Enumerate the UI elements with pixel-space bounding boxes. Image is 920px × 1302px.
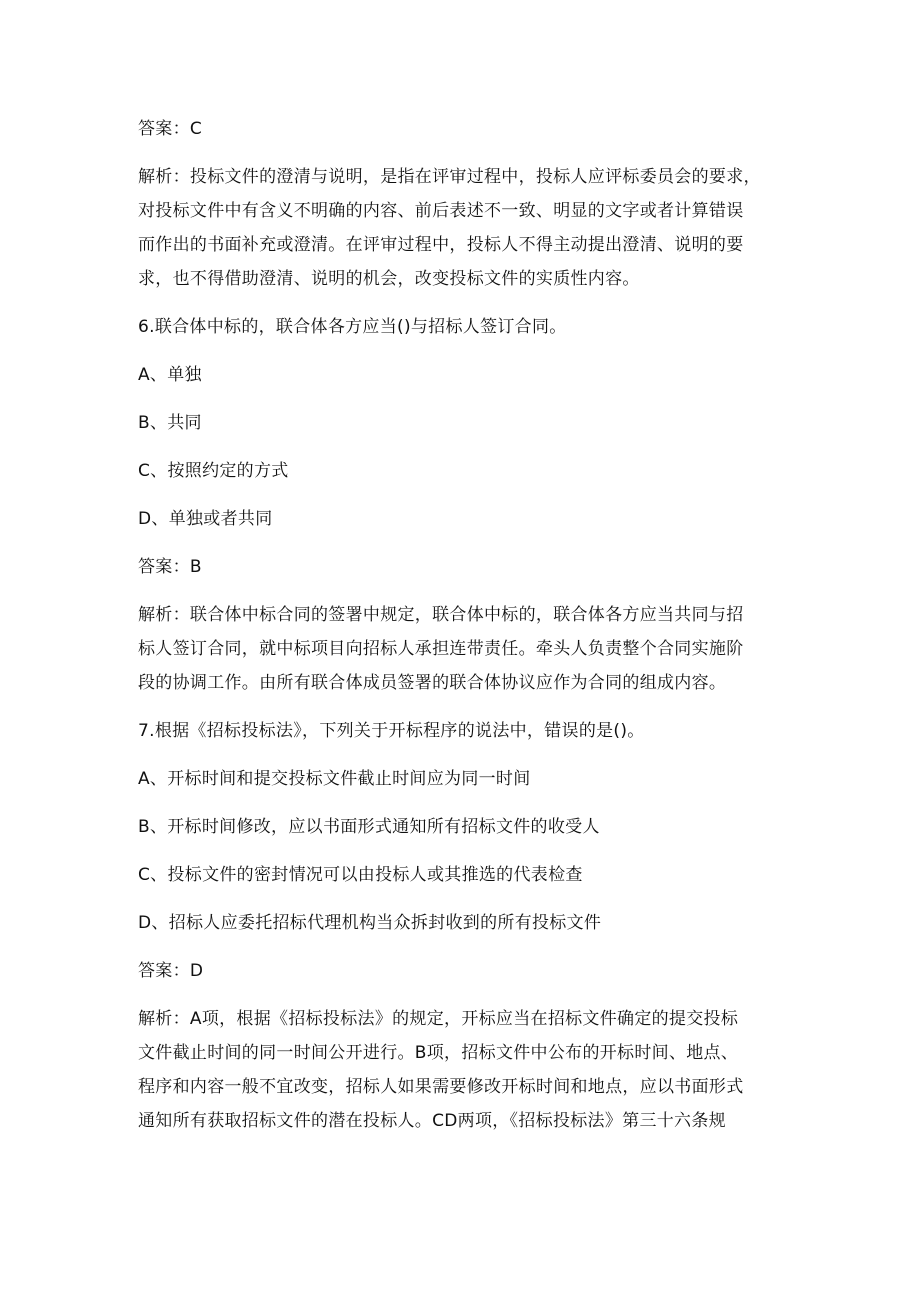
q5-analysis <box>138 160 788 296</box>
document-page <box>138 112 788 1138</box>
q6-option-c: C、按照约定的方式 <box>138 461 289 481</box>
q6-analysis <box>138 598 788 700</box>
q7-question: 7.根据《招标投标法》，下列关于开标程序的说法中，错误的是()。 <box>138 721 645 741</box>
analysis-line: 对投标文件中有含义不明确的内容、前后表述不一致、明显的文字或者计算错误 <box>138 201 744 221</box>
analysis-line: 标人签订合同，就中标项目向招标人承担连带责任。牵头人负责整个合同实施阶 <box>138 639 744 659</box>
q6-answer: 答案：B <box>138 557 202 577</box>
q6-option-b: B、共同 <box>138 413 202 433</box>
q6-option-a: A、单独 <box>138 365 202 385</box>
q7-option-c: C、投标文件的密封情况可以由投标人或其推选的代表检查 <box>138 865 583 885</box>
q6-question: 6.联合体中标的，联合体各方应当()与招标人签订合同。 <box>138 317 567 337</box>
analysis-line: 解析：联合体中标合同的签署中规定，联合体中标的，联合体各方应当共同与招 <box>138 605 744 625</box>
q6-option-d: D、单独或者共同 <box>138 509 273 529</box>
analysis-line: 解析：A项，根据《招标投标法》的规定，开标应当在招标文件确定的提交投标 <box>138 1009 739 1029</box>
analysis-line: 求，也不得借助澄清、说明的机会，改变投标文件的实质性内容。 <box>138 269 640 289</box>
analysis-line: 文件截止时间的同一时间公开进行。B项，招标文件中公布的开标时间、地点、 <box>138 1043 739 1063</box>
analysis-line: 而作出的书面补充或澄清。在评审过程中，投标人不得主动提出澄清、说明的要 <box>138 235 744 255</box>
q5-answer: 答案：C <box>138 119 203 139</box>
q7-option-a: A、开标时间和提交投标文件截止时间应为同一时间 <box>138 769 531 789</box>
q7-analysis <box>138 1002 788 1138</box>
analysis-line: 通知所有获取招标文件的潜在投标人。CD两项，《招标投标法》第三十六条规 <box>138 1111 726 1131</box>
q7-option-d: D、招标人应委托招标代理机构当众拆封收到的所有投标文件 <box>138 913 602 933</box>
analysis-line: 解析：投标文件的澄清与说明，是指在评审过程中，投标人应评标委员会的要求， <box>138 167 761 187</box>
q7-answer: 答案：D <box>138 961 204 981</box>
q7-option-b: B、开标时间修改，应以书面形式通知所有招标文件的收受人 <box>138 817 600 837</box>
analysis-line: 程序和内容一般不宜改变，招标人如果需要修改开标时间和地点，应以书面形式 <box>138 1077 744 1097</box>
analysis-line: 段的协调工作。由所有联合体成员签署的联合体协议应作为合同的组成内容。 <box>138 673 727 693</box>
